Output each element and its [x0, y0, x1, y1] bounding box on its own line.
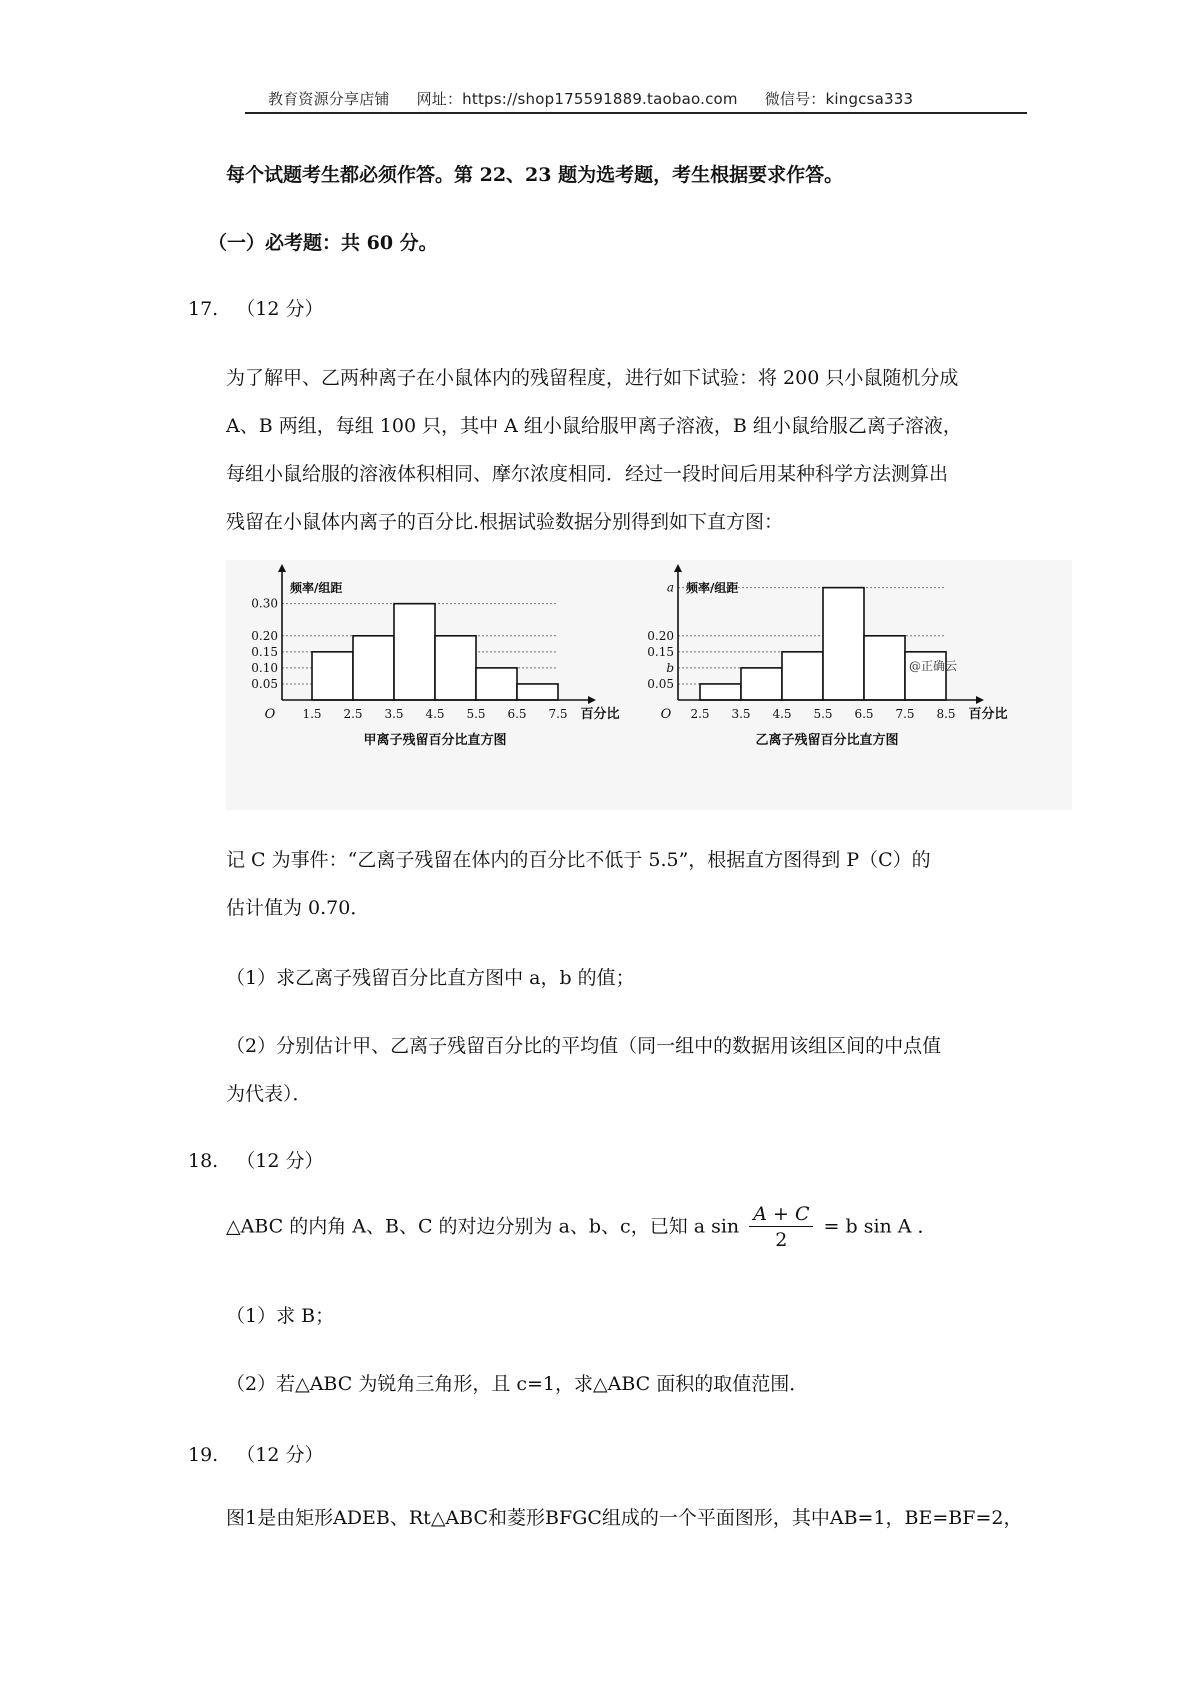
q18-part-1: （1）求 B； — [226, 1305, 335, 1327]
chart2-bar-2 — [782, 652, 823, 700]
chart2-x-tick-2: 4.5 — [772, 707, 792, 721]
chart2-y-arrow — [674, 564, 682, 572]
q17-event-line-1: 记 C 为事件：“乙离子残留在体内的百分比不低于 5.5”，根据直方图得到 P（C）的 — [226, 849, 931, 871]
chart1-y-tick-3: 0.10 — [251, 660, 278, 675]
header-divider — [245, 112, 1027, 114]
q18-part-2: （2）若△ABC 为锐角三角形，且 c=1，求△ABC 面积的取值范围． — [226, 1373, 809, 1395]
chart1-x-tick-3: 4.5 — [425, 707, 445, 721]
chart2-y-tick-2: 0.15 — [647, 644, 674, 659]
chart1-y-arrow — [278, 564, 286, 572]
chart1-x-tick-1: 2.5 — [343, 707, 363, 721]
q18-number: 18. — [188, 1150, 219, 1172]
q17-part-2 — [226, 1022, 941, 1118]
chart1-x-tick-5: 6.5 — [507, 707, 527, 721]
chart1-x-tick-2: 3.5 — [384, 707, 404, 721]
chart1-x-tick-0: 1.5 — [302, 707, 322, 721]
q17-line-1: 为了解甲、乙两种离子在小鼠体内的残留程度，进行如下试验：将 200 只小鼠随机分成 — [226, 367, 959, 389]
chart1-bar-2 — [394, 604, 435, 700]
page-header — [268, 88, 935, 109]
chart1-x-tick-6: 7.5 — [548, 707, 568, 721]
chart2-origin: O — [660, 707, 672, 722]
shop-url[interactable]: 网址：https://shop175591889.taobao.com — [416, 90, 738, 108]
q18-score: （12 分） — [236, 1150, 324, 1172]
chart1-bar-0 — [312, 652, 353, 700]
q18-stem-before: △ABC 的内角 A、B、C 的对边分别为 a、b、c，已知 a sin — [226, 1215, 740, 1238]
chart2-bar-3 — [823, 588, 864, 700]
shop-name: 教育资源分享店铺 — [268, 90, 390, 108]
chart1-y-tick-4: 0.05 — [251, 676, 278, 691]
intro-text: 每个试题考生都必须作答。第 22、23 题为选考题，考生根据要求作答。 — [226, 164, 844, 186]
q18-frac-denominator: 2 — [775, 1229, 788, 1251]
chart2-y-tick-1: 0.20 — [647, 628, 674, 643]
chart1-x-tick-4: 5.5 — [466, 707, 486, 721]
q17-stem — [226, 354, 962, 546]
q18-fraction — [749, 1202, 813, 1253]
q17-part-2-line-1: （2）分别估计甲、乙离子残留百分比的平均值（同一组中的数据用该组区间的中点值 — [226, 1035, 942, 1057]
histogram-panel — [226, 560, 1072, 810]
q18-frac-numerator: A + C — [749, 1202, 813, 1227]
chart1-y-tick-0: 0.30 — [251, 596, 278, 611]
q17-event-line-2: 估计值为 0.70． — [226, 897, 370, 919]
q17-part-2-line-2: 为代表）． — [226, 1083, 312, 1105]
q19-stem: 图1是由矩形ADEB、Rt△ABC和菱形BFGC组成的一个平面图形，其中AB=1，BE=BF=2， — [226, 1507, 1023, 1529]
q17-event — [226, 836, 931, 932]
q17-line-4: 残留在小鼠体内离子的百分比.根据试验数据分别得到如下直方图： — [226, 511, 784, 533]
chart2-y-tick-0: a — [666, 580, 674, 595]
chart1-bar-1 — [353, 636, 394, 700]
q17-part-1: （1）求乙离子残留百分比直方图中 a，b 的值； — [226, 967, 635, 989]
chart2-y-tick-3: b — [666, 660, 674, 675]
histograms-svg — [226, 560, 1072, 810]
chart2-title: 乙离子残留百分比直方图 — [755, 733, 899, 748]
q18-stem — [226, 1202, 937, 1253]
chart2-x-tick-0: 2.5 — [690, 707, 710, 721]
chart1-x-arrow — [588, 696, 596, 704]
q17-score: （12 分） — [236, 298, 324, 320]
chart2-x-tick-4: 6.5 — [854, 707, 874, 721]
chart1-bar-4 — [476, 668, 517, 700]
q19-number: 19. — [188, 1444, 219, 1466]
chart1-x-label: 百分比 — [580, 707, 620, 722]
wechat-id: 微信号：kingcsa333 — [764, 90, 914, 108]
q18-stem-after: = b sin A ． — [823, 1215, 937, 1238]
q17-line-2: A、B 两组，每组 100 只，其中 A 组小鼠给服甲离子溶液，B 组小鼠给服乙离子溶液， — [226, 415, 962, 437]
q17-header — [188, 294, 323, 321]
chart1-bar-3 — [435, 636, 476, 700]
chart2-x-label: 百分比 — [968, 707, 1008, 722]
chart2-y-tick-4: 0.05 — [647, 676, 674, 691]
chart2-x-tick-6: 8.5 — [936, 707, 956, 721]
chart2-x-tick-1: 3.5 — [731, 707, 751, 721]
chart1-title: 甲离子残留百分比直方图 — [363, 733, 507, 748]
q17-number: 17. — [188, 298, 219, 320]
q19-header — [188, 1440, 323, 1467]
chart1-y-tick-2: 0.15 — [251, 644, 278, 659]
chart1-y-label: 频率/组距 — [290, 581, 343, 595]
chart2-x-tick-3: 5.5 — [813, 707, 833, 721]
chart2-y-label: 频率/组距 — [686, 581, 739, 595]
chart2-bar-1 — [741, 668, 782, 700]
chart2-x-arrow — [976, 696, 984, 704]
q18-header — [188, 1146, 323, 1173]
chart2-x-tick-5: 7.5 — [895, 707, 915, 721]
section-heading: （一）必考题：共 60 分。 — [208, 232, 438, 254]
chart1-bar-5 — [517, 684, 558, 700]
chart2-bar-0 — [700, 684, 741, 700]
chart2-bar-4 — [864, 636, 905, 700]
chart1-y-tick-1: 0.20 — [251, 628, 278, 643]
q19-score: （12 分） — [236, 1444, 324, 1466]
chart2-watermark: @正确云 — [908, 658, 958, 673]
q17-line-3: 每组小鼠给服的溶液体积相同、摩尔浓度相同．经过一段时间后用某种科学方法测算出 — [226, 463, 949, 485]
chart1-origin: O — [264, 707, 276, 722]
